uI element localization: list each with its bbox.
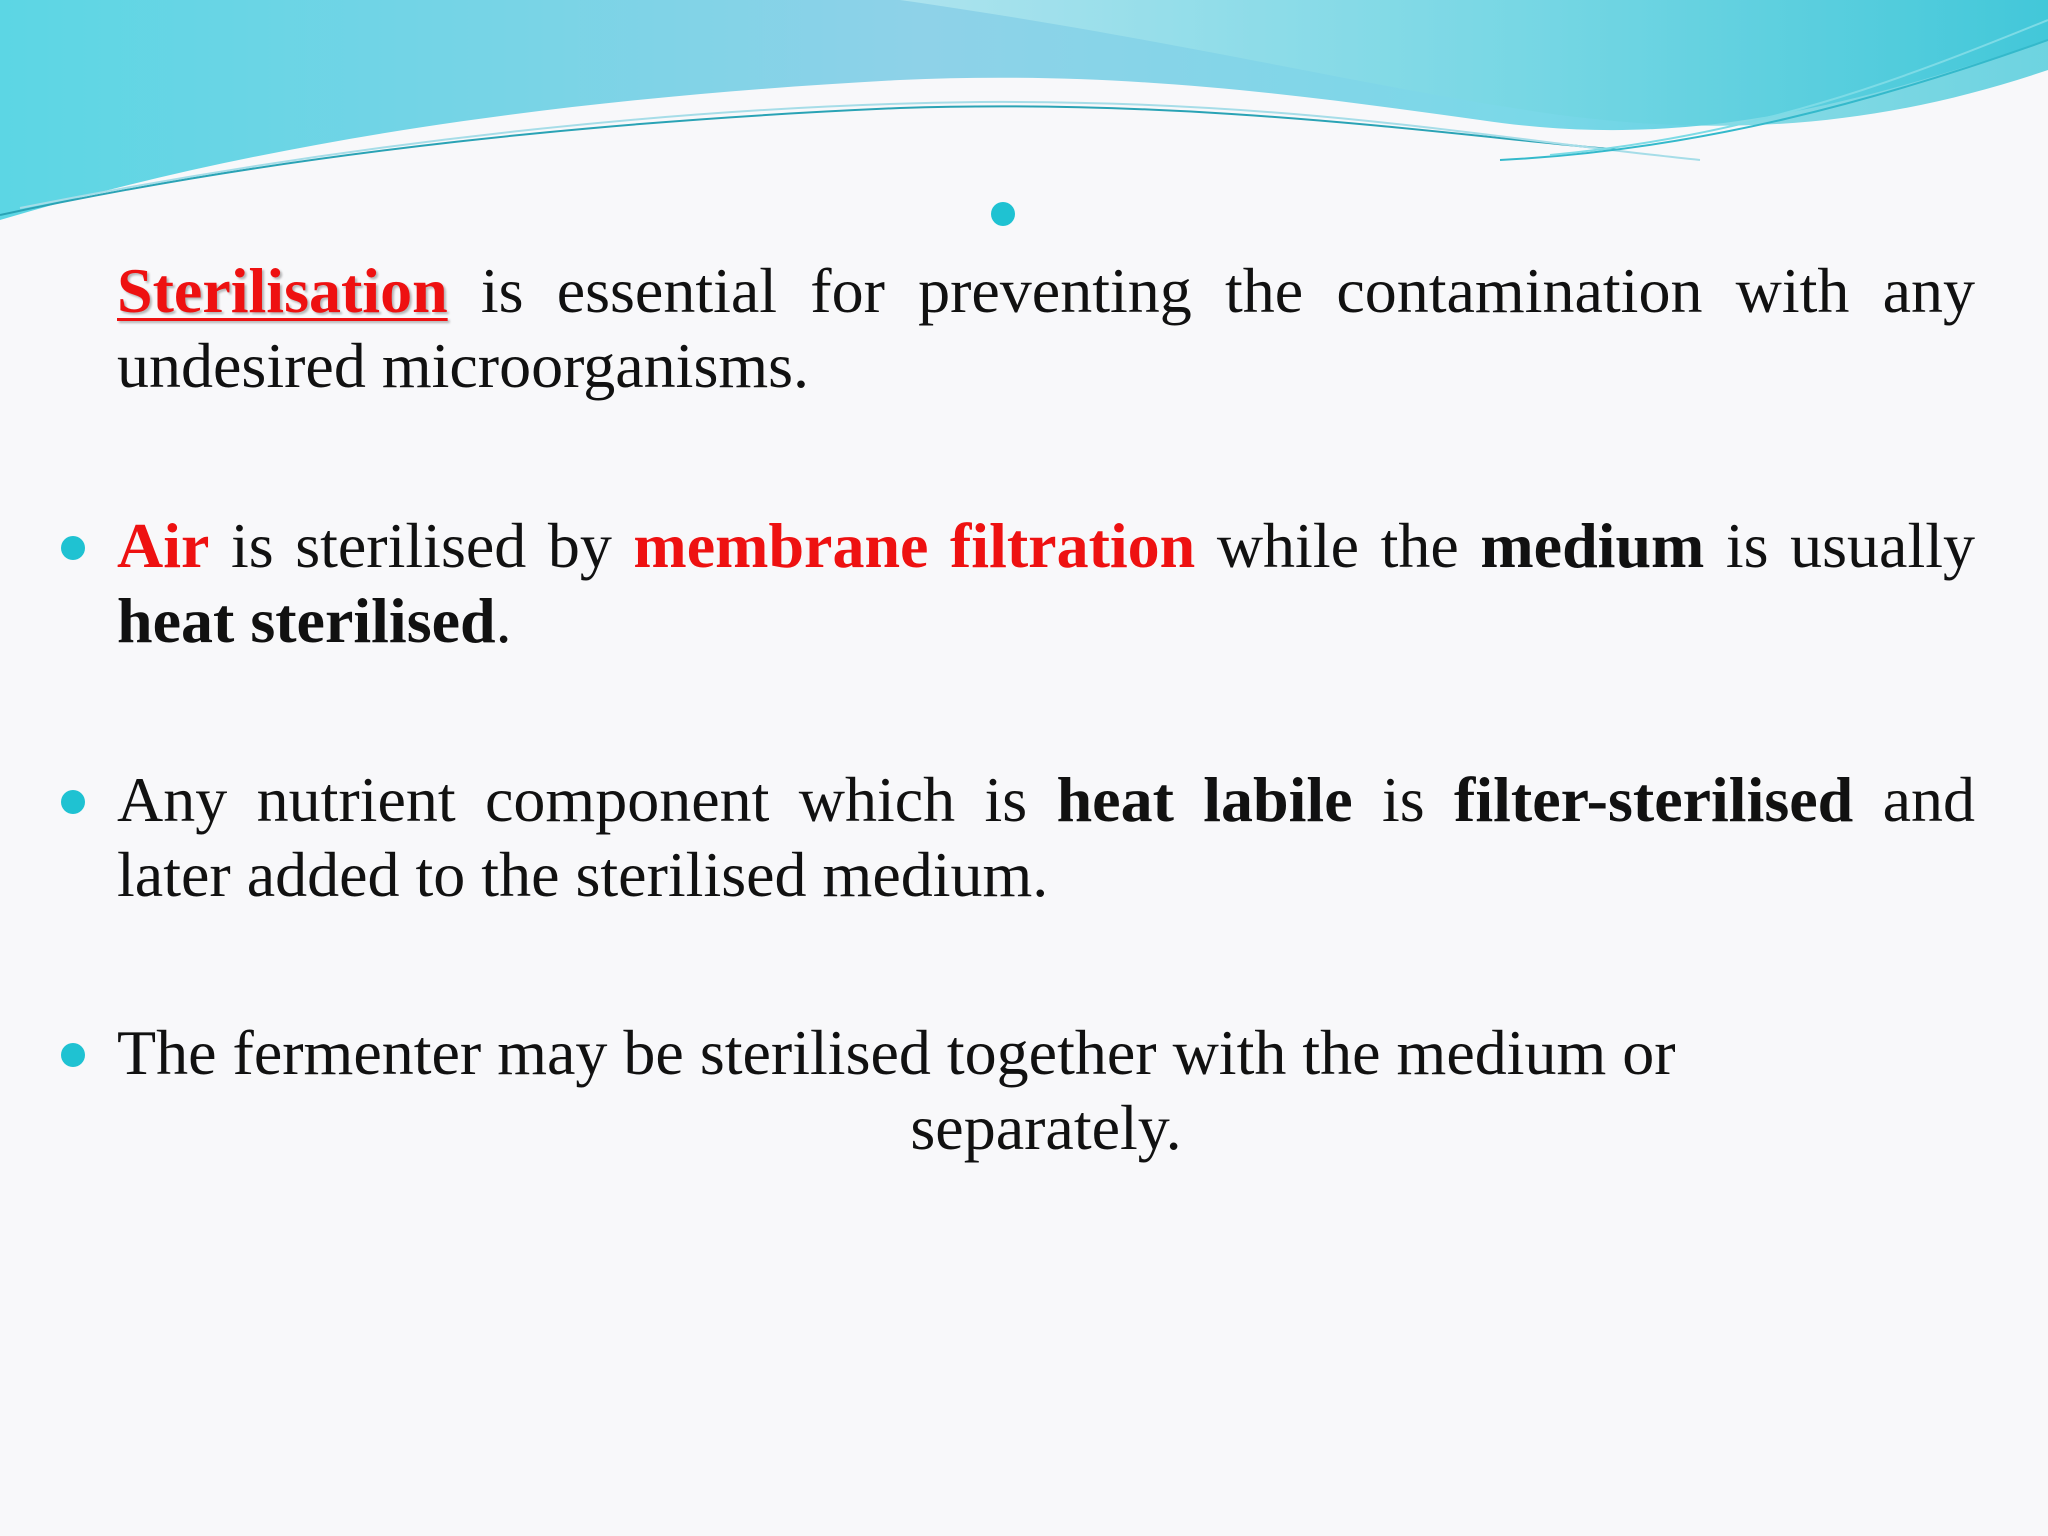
keyword-sterilisation: Sterilisation <box>117 255 448 326</box>
text-segment: Any nutrient component which is <box>117 764 1057 835</box>
text-segment: is sterilised by <box>209 510 634 581</box>
text-segment-last-line: separately. <box>910 1092 1182 1163</box>
keyword-heat-labile: heat labile <box>1056 764 1353 835</box>
text-segment: . <box>495 585 512 656</box>
bullet-item-fermenter <box>117 1015 1975 1165</box>
bullet-item-nutrient <box>117 762 1975 912</box>
keyword-medium: medium <box>1480 510 1705 581</box>
bullet-dot <box>61 1043 85 1067</box>
text-segment: The fermenter may be sterilised together with the medium or <box>117 1017 1676 1088</box>
keyword-filter-sterilised: filter-sterilised <box>1454 764 1854 835</box>
keyword-air: Air <box>117 510 210 581</box>
text-segment: is essential for preventing the contamination with any undesired microorganisms. <box>117 255 1975 401</box>
text-segment: is usually <box>1704 510 1976 581</box>
text-segment: while the <box>1195 510 1481 581</box>
bullet-dot <box>61 790 85 814</box>
bullet-dot <box>61 536 85 560</box>
paragraph-sterilisation <box>117 253 1975 403</box>
text-segment: and later added to the sterilised medium. <box>117 764 1976 910</box>
keyword-heat-sterilised: heat sterilised <box>117 585 496 656</box>
keyword-membrane-filtration: membrane filtration <box>633 510 1196 581</box>
text-segment: is <box>1352 764 1455 835</box>
bullet-item-air <box>117 508 1975 658</box>
